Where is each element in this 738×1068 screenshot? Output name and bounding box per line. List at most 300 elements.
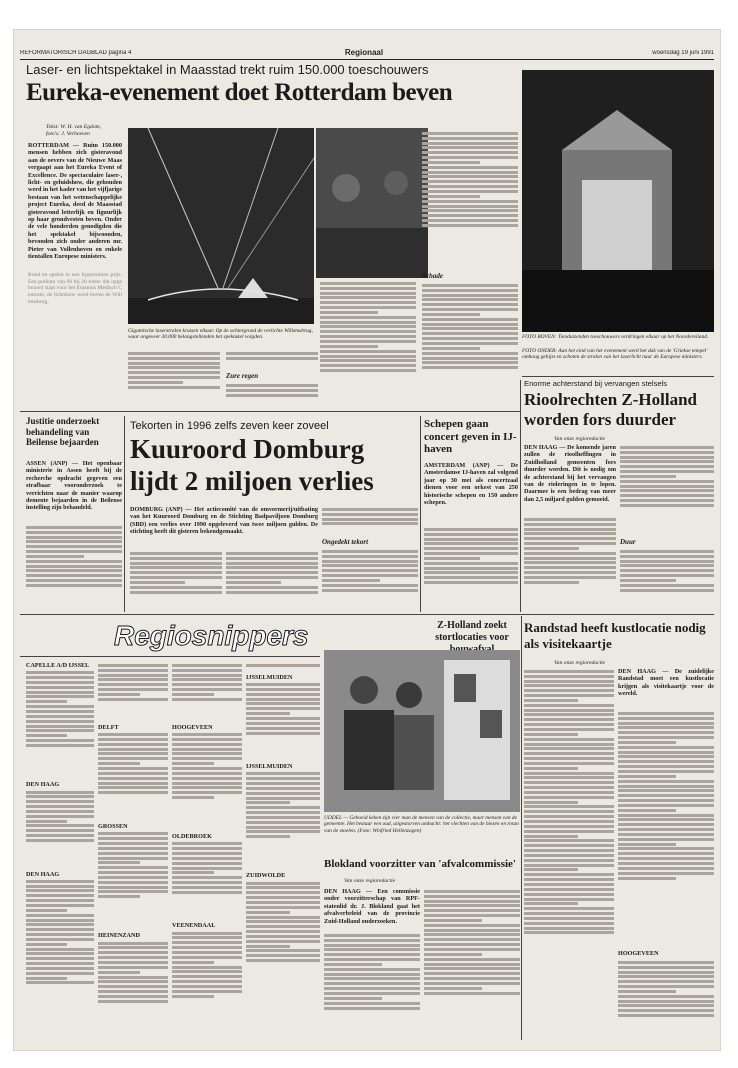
text-line <box>320 321 416 324</box>
text-line <box>172 767 242 770</box>
domburg-headline-2: lijdt 2 miljoen verlies <box>130 466 374 496</box>
text-line <box>524 801 578 804</box>
text-line <box>246 698 320 701</box>
text-line <box>172 970 242 973</box>
text-line <box>618 828 714 831</box>
text-line <box>620 584 714 587</box>
text-line <box>524 898 614 901</box>
text-line <box>422 161 480 164</box>
domburg-body-col1 <box>130 550 222 612</box>
justice-headline: Justitie onderzoekt behandeling van Beilense bejaarden <box>26 416 100 447</box>
text-line <box>618 717 714 720</box>
text-line <box>172 752 242 755</box>
text-line <box>618 838 714 841</box>
text-line <box>26 725 94 728</box>
text-line <box>424 992 520 995</box>
text-line <box>320 306 416 309</box>
text-line <box>618 1009 714 1012</box>
text-line <box>618 736 714 739</box>
text-line <box>524 796 614 799</box>
text-line <box>26 919 94 922</box>
text-line <box>172 796 214 799</box>
text-line <box>26 686 94 689</box>
text-line <box>172 777 242 780</box>
text-line <box>26 555 84 558</box>
text-line <box>424 528 518 531</box>
text-line <box>26 943 67 946</box>
text-line <box>524 772 614 775</box>
text-line <box>226 591 318 594</box>
text-line <box>26 531 122 534</box>
randstad-byline: Van onze regioredactie <box>554 660 606 666</box>
text-line <box>246 717 320 720</box>
text-line <box>524 561 616 564</box>
text-line <box>620 555 714 558</box>
header-rule <box>20 59 714 60</box>
text-line <box>620 579 676 582</box>
text-line <box>324 968 420 971</box>
text-line <box>172 743 242 746</box>
text-line <box>98 733 168 736</box>
text-line <box>422 166 518 169</box>
text-line <box>26 800 94 803</box>
text-line <box>322 579 380 582</box>
rule-justice <box>124 416 125 612</box>
text-line <box>324 982 420 985</box>
text-line <box>26 584 122 587</box>
text-line <box>324 939 420 942</box>
text-line <box>322 550 418 553</box>
sewer-headline: Rioolrechten Z-Holland worden fors duurder <box>524 390 697 429</box>
text-line <box>620 499 714 502</box>
text-line <box>26 691 94 694</box>
text-line <box>246 787 320 790</box>
randstad-intro: DEN HAAG — De zuidelijke Randstad moet een kustlocatie krijgen als visitekaartje voor de wereld. <box>618 668 714 698</box>
text-line <box>324 948 420 951</box>
text-line <box>324 997 382 1000</box>
text-line <box>618 857 714 860</box>
text-line <box>172 688 242 691</box>
domburg-body-col3b <box>322 548 418 612</box>
text-line <box>26 880 94 883</box>
text-line <box>422 195 480 198</box>
text-line <box>98 971 140 974</box>
text-line <box>26 885 94 888</box>
text-line <box>320 350 416 353</box>
text-line <box>524 917 614 920</box>
text-line <box>172 669 242 672</box>
text-line <box>98 861 140 864</box>
text-line <box>26 904 94 907</box>
text-line <box>320 325 416 328</box>
text-line <box>172 871 214 874</box>
text-line <box>26 957 94 960</box>
text-line <box>246 702 320 705</box>
text-line <box>618 741 676 744</box>
text-line <box>130 557 222 560</box>
text-line <box>618 765 714 768</box>
text-line <box>26 834 94 837</box>
text-line <box>172 936 242 939</box>
text-line <box>524 791 614 794</box>
text-line <box>26 729 94 732</box>
text-line <box>246 683 320 686</box>
text-line <box>618 843 676 846</box>
text-line <box>524 743 614 746</box>
text-line <box>128 371 220 374</box>
text-line <box>98 871 168 874</box>
text-line <box>422 146 518 149</box>
text-line <box>524 830 614 833</box>
text-line <box>524 680 614 683</box>
text-line <box>524 532 616 535</box>
text-line <box>98 752 168 755</box>
text-line <box>618 1000 714 1003</box>
text-line <box>172 985 242 988</box>
text-line <box>172 698 242 701</box>
text-line <box>422 137 518 140</box>
newspaper-page <box>14 30 720 1050</box>
text-line <box>618 852 714 855</box>
text-line <box>618 780 714 783</box>
text-line <box>422 332 518 335</box>
header-left: REFORMATORISCH DAGBLAD pagina 4 <box>20 50 132 56</box>
text-line <box>524 547 579 550</box>
text-line <box>98 786 168 789</box>
text-line <box>226 394 318 397</box>
text-line <box>26 734 67 737</box>
text-line <box>524 902 578 905</box>
text-line <box>26 805 94 808</box>
snippet-place-2: DEN HAAG <box>26 781 60 789</box>
sewer-intro: DEN HAAG — De komende jaren zullen de rioolheffingen in Zuidholland gemeenten fors duurder worden. Dit is nodig om de achterstand bij het vervangen van de rioleringen in te lopen. Daarmee is een bedrag van meer dan 2,5 miljard gulden gemoeid. <box>524 444 616 503</box>
text-line <box>324 944 420 947</box>
text-line <box>422 284 518 287</box>
text-line <box>320 364 416 367</box>
snippet-col2 <box>98 662 168 1040</box>
text-line <box>26 565 122 568</box>
crowd-photo <box>316 128 428 278</box>
text-line <box>422 156 518 159</box>
text-line <box>98 842 168 845</box>
text-line <box>620 460 714 463</box>
text-line <box>524 854 614 857</box>
snippet-text-7 <box>98 942 168 1032</box>
text-line <box>26 545 122 548</box>
lead-body-col4 <box>320 280 416 408</box>
text-line <box>98 738 168 741</box>
text-line <box>98 890 168 893</box>
text-line <box>618 804 714 807</box>
text-line <box>128 362 220 365</box>
text-line <box>618 872 714 875</box>
text-line <box>524 820 614 823</box>
text-line <box>26 948 94 951</box>
text-line <box>172 932 242 935</box>
text-line <box>524 694 614 697</box>
blokland-headline: Blokland voorzitter van 'afvalcommissie' <box>324 858 516 870</box>
text-line <box>128 386 220 389</box>
text-line <box>322 564 418 567</box>
text-line <box>246 906 320 909</box>
text-line <box>422 205 518 208</box>
text-line <box>172 762 214 765</box>
text-line <box>424 557 480 560</box>
text-line <box>320 296 416 299</box>
text-line <box>424 958 520 961</box>
text-line <box>524 781 614 784</box>
text-line <box>424 576 518 579</box>
blokland-body-col1 <box>324 932 420 1040</box>
text-line <box>26 981 94 984</box>
text-line <box>26 923 94 926</box>
text-line <box>424 987 482 990</box>
text-line <box>172 791 242 794</box>
text-line <box>98 942 168 945</box>
text-line <box>26 820 67 823</box>
snippet-place-8: OLDEBROEK <box>172 833 212 841</box>
text-line <box>422 190 518 193</box>
text-line <box>524 922 614 925</box>
text-line <box>26 977 67 980</box>
text-line <box>424 938 520 941</box>
text-line <box>322 574 418 577</box>
text-line <box>98 683 168 686</box>
rule-right-top <box>522 376 714 377</box>
text-line <box>246 940 320 943</box>
text-line <box>128 366 220 369</box>
text-line <box>246 916 320 919</box>
text-line <box>172 995 214 998</box>
text-line <box>98 748 168 751</box>
text-line <box>524 709 614 712</box>
text-line <box>524 557 616 560</box>
text-line <box>618 809 676 812</box>
text-line <box>26 671 94 674</box>
text-line <box>172 857 242 860</box>
text-line <box>98 762 140 765</box>
text-line <box>324 958 420 961</box>
text-line <box>524 699 578 702</box>
text-line <box>320 335 416 338</box>
text-line <box>424 533 518 536</box>
text-line <box>422 175 518 178</box>
text-line <box>620 560 714 563</box>
snippet-text-5 <box>98 733 168 823</box>
text-line <box>226 389 318 392</box>
text-line <box>524 537 616 540</box>
snippet-text-6 <box>98 832 168 932</box>
text-line <box>226 576 318 579</box>
text-line <box>424 895 520 898</box>
text-line <box>98 857 168 860</box>
text-line <box>524 713 614 716</box>
text-line <box>320 282 416 285</box>
snippet-text-3 <box>26 880 94 1030</box>
text-line <box>620 589 714 592</box>
text-line <box>422 352 518 355</box>
text-line <box>98 961 168 964</box>
text-line <box>172 678 242 681</box>
text-line <box>172 772 242 775</box>
text-line <box>320 355 416 358</box>
text-line <box>246 772 320 775</box>
gospel-headline: Schepen gaan concert geven in IJ-haven <box>424 418 517 455</box>
text-line <box>172 941 242 944</box>
text-line <box>620 569 714 572</box>
text-line <box>422 347 480 350</box>
text-line <box>98 832 168 835</box>
text-line <box>618 789 714 792</box>
text-line <box>524 518 616 521</box>
right-top-photo <box>522 70 714 332</box>
snippet-text-14 <box>246 772 320 872</box>
lead-headline: Eureka-evenement doet Rotterdam beven <box>26 79 453 106</box>
text-line <box>26 705 94 708</box>
text-line <box>172 881 242 884</box>
text-line <box>98 976 168 979</box>
randstad-headline: Randstad heeft kustlocatie nodig als visitekaartje <box>524 620 706 651</box>
snippet-text-8 <box>172 664 242 724</box>
text-line <box>620 456 714 459</box>
text-line <box>524 576 616 579</box>
text-line <box>26 972 94 975</box>
text-line <box>620 564 714 567</box>
text-line <box>322 508 418 511</box>
text-line <box>172 951 242 954</box>
laser-photo-caption: Gigantische laserstralen kruisen elkaar. Op de achtergrond de verlichte Willemsbrug, waar ongeveer 30.000 belangstellenden het spektakel volgden. <box>128 328 313 341</box>
text-line <box>98 777 168 780</box>
text-line <box>246 797 320 800</box>
text-line <box>26 550 122 553</box>
text-line <box>172 867 242 870</box>
text-line <box>618 794 714 797</box>
text-line <box>618 975 714 978</box>
snippet-col4 <box>246 662 320 1040</box>
snippet-place-12: ZUIDWOLDE <box>246 872 286 880</box>
text-line <box>172 693 214 696</box>
text-line <box>422 214 518 217</box>
text-line <box>524 689 614 692</box>
text-line <box>424 567 518 570</box>
text-line <box>246 959 320 962</box>
text-line <box>524 684 614 687</box>
text-line <box>422 219 518 222</box>
text-line <box>320 340 416 343</box>
text-line <box>98 995 168 998</box>
text-line <box>26 967 94 970</box>
text-line <box>422 303 518 306</box>
text-line <box>98 837 168 840</box>
snippet-text-10 <box>172 842 242 922</box>
header-center: Regionaal <box>344 48 384 57</box>
lead-body-col5b <box>422 282 518 408</box>
rule-randstad <box>521 616 522 1040</box>
text-line <box>424 943 520 946</box>
text-line <box>246 891 320 894</box>
text-line <box>130 586 222 589</box>
text-line <box>620 480 714 483</box>
text-line <box>524 907 614 910</box>
text-line <box>26 700 67 703</box>
text-line <box>524 786 614 789</box>
text-line <box>246 896 320 899</box>
text-line <box>422 224 518 227</box>
domburg-subhead: Ongedekt tekort <box>322 538 369 546</box>
text-line <box>524 571 616 574</box>
randstad-body-col2 <box>618 710 714 946</box>
text-line <box>424 904 520 907</box>
text-line <box>618 785 714 788</box>
text-line <box>98 980 168 983</box>
text-line <box>324 934 420 937</box>
text-line <box>172 966 242 969</box>
text-line <box>246 935 320 938</box>
text-line <box>98 895 140 898</box>
text-line <box>26 810 94 813</box>
text-line <box>98 791 168 794</box>
text-line <box>620 446 714 449</box>
text-line <box>524 733 578 736</box>
text-line <box>618 985 714 988</box>
text-line <box>424 542 518 545</box>
text-line <box>618 775 676 778</box>
text-line <box>618 990 676 993</box>
text-line <box>98 1000 168 1003</box>
text-line <box>26 676 94 679</box>
text-line <box>246 911 290 914</box>
text-line <box>226 357 318 360</box>
text-line <box>26 710 94 713</box>
domburg-kicker: Tekorten in 1996 zelfs zeven keer zoveel <box>130 420 329 432</box>
text-line <box>618 814 714 817</box>
text-line <box>618 847 714 850</box>
snippet-place-5: GROSSEN <box>98 823 128 831</box>
text-line <box>98 772 168 775</box>
text-line <box>172 733 242 736</box>
text-line <box>246 930 320 933</box>
text-line <box>618 1014 714 1017</box>
text-line <box>26 681 94 684</box>
lead-byline-1: Tekst: W. H. van Egdom, <box>46 124 102 130</box>
text-line <box>422 361 518 364</box>
text-line <box>172 757 242 760</box>
text-line <box>26 952 94 955</box>
text-line <box>422 289 518 292</box>
text-line <box>422 318 518 321</box>
sewer-subhead: Duur <box>620 538 636 546</box>
snippet-text-2 <box>26 791 94 871</box>
text-line <box>246 693 320 696</box>
text-line <box>618 770 714 773</box>
text-line <box>618 833 714 836</box>
text-line <box>524 839 614 842</box>
text-line <box>98 698 168 701</box>
laser-photo <box>128 128 314 324</box>
text-line <box>620 451 714 454</box>
hoogeveen-bottom-place: HOOGEVEEN <box>618 950 659 957</box>
text-line <box>524 893 614 896</box>
text-line <box>424 963 520 966</box>
text-line <box>172 980 242 983</box>
text-line <box>246 777 320 780</box>
text-line <box>246 732 320 735</box>
gospel-intro: AMSTERDAM (ANP) — De Amsterdamse IJ-haven zal volgend jaar op 30 mei als concertzaal dienen voor een orkest van 250 historische schepen en 150 andere schepen. <box>424 462 518 507</box>
text-line <box>322 522 418 525</box>
text-line <box>324 973 420 976</box>
text-line <box>424 562 518 565</box>
text-line <box>618 823 714 826</box>
